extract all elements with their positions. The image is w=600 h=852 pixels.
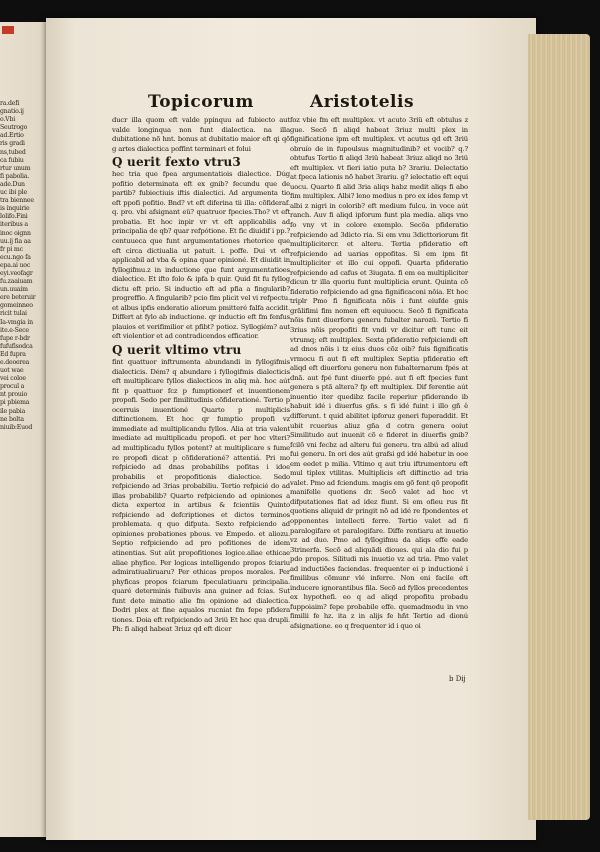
facing-page-line: iteribus a [0,221,28,229]
facing-page-line: rtur unum [0,164,31,172]
signature-mark: b Dij [449,675,466,683]
facing-page-line: Ia-vmgia in [0,318,33,326]
facing-page-line: un.uuaim [0,286,28,294]
facing-page-line: ecu.ngo fa [0,253,31,261]
facing-page-line: gomeinneo [0,302,33,310]
facing-page-line: e.deoerea [0,359,30,366]
facing-page-line: procul a [0,383,25,391]
facing-page-line: niuib:Euod [0,423,33,431]
paragraph: ducr illa quom eft valde ppinquu ad fubiecto aut valde longinqua non funt dialectica. na illa dubitatione nõ hnt. bonus at dubitatio maior eft qi qõ g artes dialectica poffint terminari et folui [112,116,290,153]
facing-page-line: ere beteruir [0,294,36,302]
facing-page-line: ile pabia [0,407,26,415]
facing-page-line: ns,tubed [0,148,26,156]
section-heading: Q uerit fexto vtru3 [112,155,241,170]
facing-page-line: uc ibi ple [0,189,27,197]
archive-tag [2,26,14,34]
facing-page-line: uu.ij fia aa [0,237,31,245]
running-head-left: Topicorum [148,92,254,112]
text-column-left [112,116,290,635]
facing-page-line: Ed fupra [0,350,26,358]
text-column-right [290,116,468,632]
facing-page-line: fi pabolia. [0,172,29,180]
section-heading: Q uerit vltimo vtru [112,343,242,358]
facing-page-line: eyi.veofagr [0,269,33,277]
paragraph: hec tria que fpea argumentatiois dialectice. Dúg pofitio determinata eft ex gnib? fecundu que de partib? fubiectiuis iftis dialectici. Ad argumenta tio eft ppofi pofitio. Bnd? vt eft diferina tii illa: cõfideraf. q. pro. vbi afsignant eü? quatruor fpecies.Tho? vt eft probatia. Et hoc inpir vr vt eft applicabilis ad principalia de qb? quar refpótione. Et fic diuidif i pp.? centuueca que funt argumentationes rhetorice que eft circa dictiualia ut patuit. i. poffe. Dui vt eft applicabil ad vba & opina quar opinioné. Et diuidit in fyllogifmu.z in inductione que funt argumentatioes dialectice. Et ifto folo & ipfa b quir. Quid fit fu fyllog dictu eft prio. Si inductio eft ad pfia a fingularib? progreffio. A fingularib? pcio fim plicit vel vi refpectu. et albus ipfis enderatio aliorum pmitteré falfa accidit. Differt at fylo ab inductione. qr inductio eft fm fenfus plauios et verifimilior et pfibt? potioz. Syllogiém? aut eft violentior et ad contradicendos efficatior. [112,170,290,341]
facing-page-line: is inquirie [0,205,30,213]
facing-page-line: ris gradi [0,140,25,148]
facing-page-line: inoc oignn [0,229,31,237]
facing-page-line: fr pi mc [0,245,23,253]
facing-page-line: epa.ai uoc [0,261,31,269]
paragraph: foz vbie fm eft multiplex. vt acuto 3riü eft obtulus z gue. Secõ fi aliqd habeat 3riuz multi plex in fignificatione ipm eft multiplex. vt acutus qd eft 3riü obruío de in fupoulsus magnitudinib? et vocib? q.? obtufus Tertio fi aliqd 3riü habeat 3riuz aliqd no 3riü eft multiplex. vt fieri iatio puta b? 3rariu. Delectatio at fpeca lationis nõ habet 3rariu. g? ielectatio eft equi uocu. Quarto fi alid 3ria aliqs habz medit aliqs fi abo fim multiplex. Albi? leno medius n pro ex ides femp vt albi z nigri in colorib? eft medium fulcu. in voce aút ranch. Auv fi aliqd ipforum funt pla media. aliqs vno fo vny vt in colore exemplo. Secõa pfideratio refpiciendo ad 3dicto ria. Si em vnu 3dicttoriorum fit multiplicitercr. et alteru. Tertia pfideratio eft refpiciendo ad uarias oppofitas. Si em ipm fit multipliciter et illo cui oppofi. Quarta pfideratio refpiciendo ad cafus et 3iugata. fi em ea multipliciter dicun tr illa quoriu funt multiplicia erunt. Quinta cõ fideratio refpiciendo ad gna fignificaconi nōia. Et hoc triplr Pmo fi fignificata nõis i funt eiufde gnis grãlifimi fim nomen eft equiuocu. Secõ fi fignificata nõis funt diuerforu generu fubalter narozü. Tertio fi 3rius nõis propofiti fit vndi vr dicitur eft tunc eit vtrumq; eft multiplex. Sexta pfideratio refpiciendi eft ad dnos nõis i tz eius duos cõz oib? fuis fignificatis vrmocu fi aut fi eft multiplex Septia pfideratio eft aliqd eft diuerforu generu non fubalternarum fpés at dnã. aut fpé funt diuerfe ppé. aut fi eft fpecies funt genera s ptã altera? fp eft multiplex. Dif ferentie aút inuentio iter quedibz facile reperiur pfiderando ib habuit idé i diuerfus gñs. s fi idé fuint i illo gñ ê differunt. t quid abilitet ipforuz generi fuperaddit. Et ubit rcuerius aliuz gña d cotra genera ooiut Similitudo aut inuenit cõ e fideret in diuerfis gnib? fcilõ vni fecbz ad alteru fui generu. tra albú ad aliud fui generu. In ori des aút grafsi gd idé habetur in ooe em eedet p milia. Vltimo q aut triu iftrumentoru eft mul tiplex vtilitas. Multiplicis eft diftinctio ad tria valet. Pmo ad fciendum. magis em gõ fent qõ propofit manifelle quotiens dr. Secõ valet ad hoc vt difputationes fiat ad idez fiunt. Si em ofieu rus fit quotiens aliquid dr pringit nõ ad idé re fpondentes et opponentes intellecti ferre. Tertio valet ad fi paralogifare et paralogifare. Diffe rentiaru at inuetio vz ad duo. Pmo ad fyllogifmu da aliqs effe eade 3trinerfa. Secõ ad aliquãdi dioues. qui ala dio fui p pdo propos. Silitudi nis inuetio vz ad tria. Pmo valet ad inductiões faciendas. frequenter ei p inductioné i fimilibus cõmunr vlé inferre. Non eni facile eft inducere ignorantibus fila. Secõ ad fyllos precedentes ex hypothefi. eo q ad aliqd propofitu probadu fuppoiaim? fepe probabile effe. quemadmodu in vno fimilii fe hz. ita z in alijs fe hñt Tertio ad dionú afsignatione. eo q frequenter id i quo oi [290,116,468,630]
facing-page-line: tra biennee [0,197,34,205]
facing-page-line: o.Vbi [0,116,15,124]
facing-page-line: nt prouio [0,391,27,399]
paragraph: fint quattuor inftrumenta abundandi in fyllogifmis dialecticis. Dém? q abundare i fyllogifmis dialecticis eft multiplicare fyllos dialecticos in aliq mà. hoc aút fit p quattuor fcz p fumptionerf et inuentionem propofi. Sedo per fimilitudinis cõfiderationé. Tertio p ocerruis inuentioné Quarto p multiplicis diftinctionem. Et hoc qr fumptio propofi vz immediate ad multiplicandu fyllos. Alia at tria valent imediate ad multiplicadu propofi. et per hoc vlteri? ad multiplicadu fyllos potent? at multiplicare s fume re propofi dicat p cõfiderationé? attentiá. Pri mo refpiciedo ad dnas probabilibs pofitas i idoe probabilis et propofitionis dialectice. Sedo refpiciendo ad 3rias probabiliu. Tertio refpicié do ad illas probabilib? Quarto refpiciendo ad opiniones a dicta expertoz in artibus & fcientiis Quinto refpiciendo ad defcriptiones et dictos terminos problemata. q quo difputa. Sexto refpiciendo ad opiniones probationes pbous. ve Empedo. et aliozu. Septio refpiciendo ad pro pofitiones de idem atinentias. Sut aût propofitiones logice.aliae ethicae aliae phyfice. Per logicas intelligendo propos fciariu admiratiualiruaru? Per ethicas propos morales. Per phyficas propos fciarum fpeculatiuaru principalia. quaré determinis fuibuvis ana guiner ad fcias. Sut funt dete minatio alie fm opinione ad dialectica. Dodri plex at fine aqualos rucniat fm fepe pfidera tiones. Doia eft refpiciendo ad 3riü Et hoc qua drupli. Ph: fi aliqd habeat 3riuz qd eft dicer [112,358,290,634]
facing-page-line: fupe r-bdr [0,334,30,342]
facing-page-line: fu.zaaiuam [0,278,33,286]
facing-page-line: ad.Ertio [0,132,24,140]
facing-page-line: fufufisodca [0,342,33,350]
facing-page-line: uot wae [0,367,24,375]
facing-page-line: ra.defi [0,100,20,107]
facing-page-line: Seutrogo [0,124,28,132]
facing-page-line: vei coloe [0,375,26,383]
running-head-right: Aristotelis [310,92,415,112]
facing-page-line: pi pbiema [0,399,30,407]
facing-page-line: lolifo.Fini [0,213,28,221]
facing-page-line: ca fubiu [0,156,24,164]
facing-page-line: ade.Dun [0,180,25,188]
facing-page-line: ne bolta [0,415,24,423]
facing-page-line: ite.e-Sece [0,326,29,334]
facing-page-line: ricit tulai [0,310,27,318]
facing-page-line: gnatio.ij [0,108,24,116]
page-block-edge [528,34,590,820]
